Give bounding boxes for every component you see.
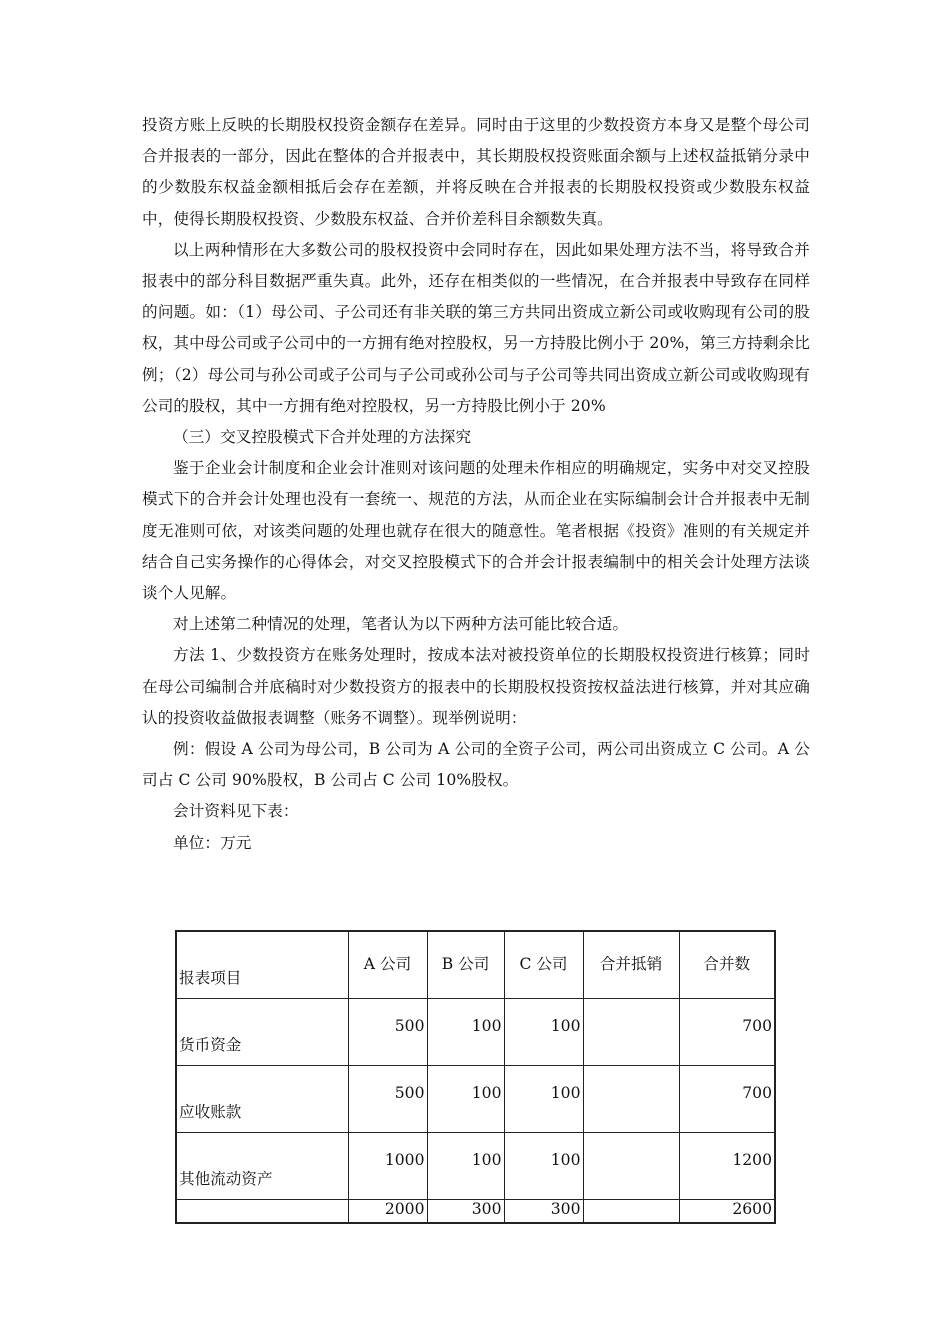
cell-total: 2600	[679, 1200, 775, 1224]
row-label	[176, 1200, 348, 1224]
cell-total: 700	[679, 999, 775, 1066]
table-row	[176, 1066, 775, 1133]
cell-b: 100	[427, 999, 504, 1066]
cell-a: 500	[348, 999, 427, 1066]
section-heading: （三）交叉控股模式下合并处理的方法探究	[173, 428, 472, 447]
header-company-b: B 公司	[427, 931, 504, 999]
cell-b: 300	[427, 1200, 504, 1224]
cell-c: 300	[504, 1200, 583, 1224]
header-elimination: 合并抵销	[583, 931, 679, 999]
row-label: 应收账款	[176, 1066, 348, 1133]
cell-total: 700	[679, 1066, 775, 1133]
header-company-c: C 公司	[504, 931, 583, 999]
cell-elim	[583, 1133, 679, 1200]
table-header-row	[176, 931, 775, 999]
cell-elim	[583, 999, 679, 1066]
cell-b: 100	[427, 1133, 504, 1200]
paragraph-4: 鉴于企业会计制度和企业会计准则对该问题的处理未作相应的明确规定，实务中对交叉控股模式下的合并会计处理也没有一套统一、规范的方法，从而企业在实际编制会计合并报表中无制度无准则可依，对该类问题的处理也就存在很大的随意性。笔者根据《投资》准则的有关规定并结合自己实务操作的心得体会，对交叉控股模式下的合并会计报表编制中的相关会计处理方法谈谈个人见解。	[142, 459, 810, 603]
header-item: 报表项目	[176, 931, 348, 999]
example-paragraph: 例：假设 A 公司为母公司，B 公司为 A 公司的全资子公司，两公司出资成立 C 公司。A 公司占 C 公司 90%股权，B 公司占 C 公司 10%股权。	[142, 740, 810, 790]
unit-label: 单位：万元	[173, 833, 252, 852]
cell-c: 100	[504, 1133, 583, 1200]
cell-b: 100	[427, 1066, 504, 1133]
financial-table	[175, 930, 776, 1224]
table-intro: 会计资料见下表：	[173, 802, 299, 821]
paragraph-6: 方法 1、少数投资方在账务处理时，按成本法对被投资单位的长期股权投资进行核算；同时在母公司编制合并底稿时对少数投资方的报表中的长期股权投资按权益法进行核算，并对其应确认的投资收益做报表调整（账务不调整）。现举例说明：	[142, 646, 810, 727]
cell-c: 100	[504, 999, 583, 1066]
body-text	[142, 110, 810, 859]
cell-c: 100	[504, 1066, 583, 1133]
cell-elim	[583, 1066, 679, 1133]
cell-a: 500	[348, 1066, 427, 1133]
row-label: 货币资金	[176, 999, 348, 1066]
paragraph-5: 对上述第二种情况的处理，笔者认为以下两种方法可能比较合适。	[173, 615, 629, 634]
table-row	[176, 999, 775, 1066]
cell-a: 1000	[348, 1133, 427, 1200]
cell-a: 2000	[348, 1200, 427, 1224]
paragraph-1: 投资方账上反映的长期股权投资金额存在差异。同时由于这里的少数投资方本身又是整个母公司合并报表的一部分，因此在整体的合并报表中，其长期股权投资账面余额与上述权益抵销分录中的少数股东权益金额相抵后会存在差额，并将反映在合并报表的长期股权投资或少数股东权益中，使得长期股权投资、少数股东权益、合并价差科目余额数失真。	[142, 116, 810, 228]
header-company-a: A 公司	[348, 931, 427, 999]
row-label: 其他流动资产	[176, 1133, 348, 1200]
table-total-row	[176, 1200, 775, 1224]
paragraph-2: 以上两种情形在大多数公司的股权投资中会同时存在，因此如果处理方法不当，将导致合并报表中的部分科目数据严重失真。此外，还存在相类似的一些情况，在合并报表中导致存在同样的问题。如：（1）母公司、子公司还有非关联的第三方共同出资成立新公司或收购现有公司的股权，其中母公司或子公司中的一方拥有绝对控股权，另一方持股比例小于 20%，第三方持剩余比例；（2）母公司与孙公司或子公司与子公司或孙公司与子公司等共同出资成立新公司或收购现有公司的股权，其中一方拥有绝对控股权，另一方持股比例小于 20%	[142, 240, 810, 415]
cell-total: 1200	[679, 1133, 775, 1200]
header-consolidated: 合并数	[679, 931, 775, 999]
table-row	[176, 1133, 775, 1200]
cell-elim	[583, 1200, 679, 1224]
